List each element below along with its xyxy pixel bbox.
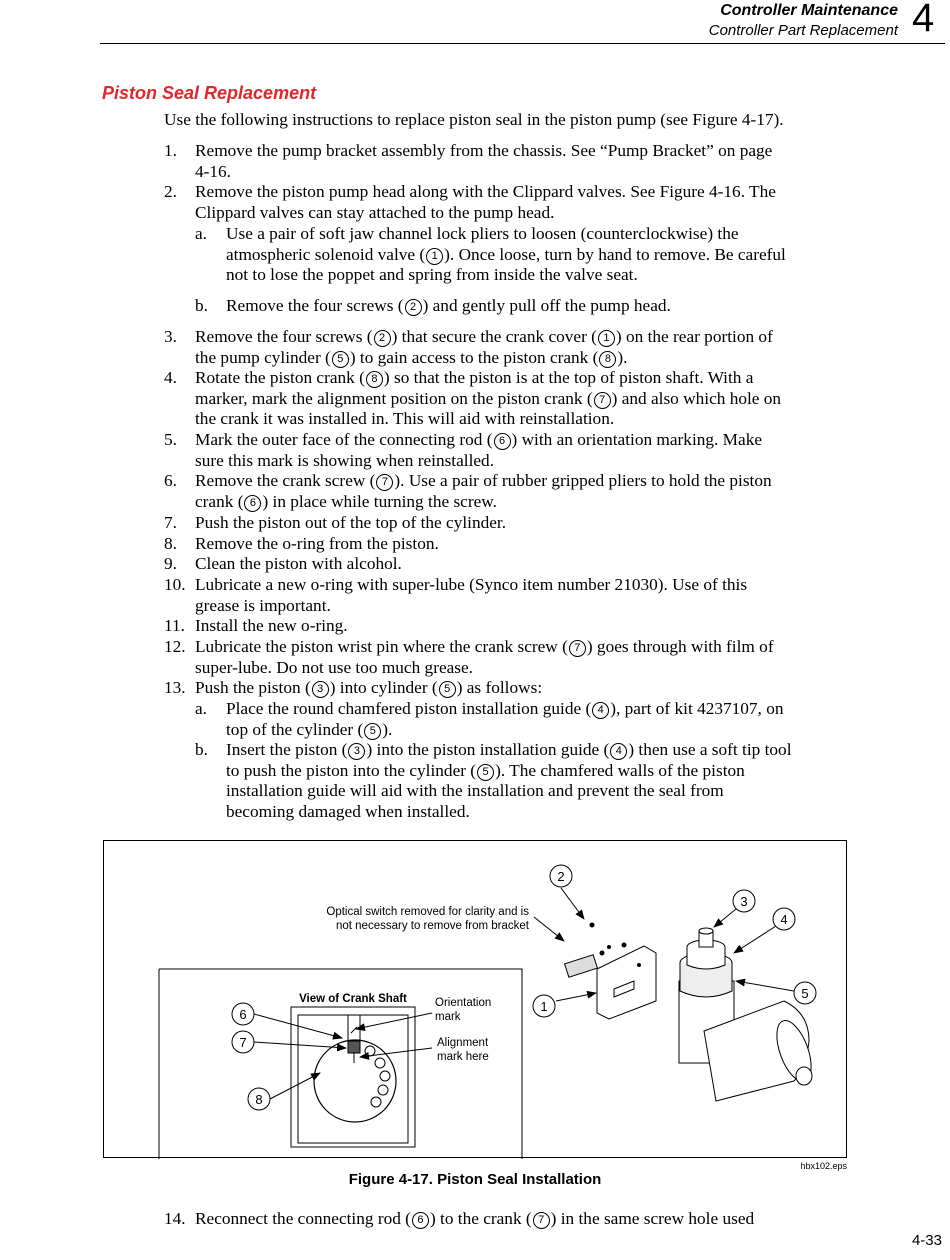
callout-marker: 7: [594, 392, 611, 409]
screw: [637, 963, 641, 967]
orientation-mark: [351, 1027, 357, 1033]
callout-marker: 8: [599, 351, 616, 368]
svg-text:6: 6: [239, 1007, 247, 1022]
orientation-label-2: mark: [435, 1011, 461, 1023]
step-text: Lubricate the piston wrist pin where the crank screw ( 7 ) goes through with film of super-lube. Do not use too much grease.: [195, 637, 774, 677]
page-number: 4-33: [911, 1232, 942, 1249]
step-number: 4.: [164, 368, 177, 387]
step-number: 8.: [164, 534, 177, 553]
step-text: Reconnect the connecting rod ( 6 ) to the crank ( 7 ) in the same screw hole used: [195, 1209, 755, 1228]
figure-illustration: [104, 841, 848, 1159]
callout-marker: 5: [439, 681, 456, 698]
step-text: Clean the piston with alcohol.: [195, 554, 402, 573]
substep-text: Remove the four screws ( 2 ) and gently pull off the pump head.: [226, 296, 671, 315]
step-text: Remove the pump bracket assembly from the chassis. See “Pump Bracket” on page 4-16.: [195, 141, 773, 181]
step-number: 12.: [164, 637, 186, 656]
crank-screw-head: [348, 1041, 360, 1053]
step-text: Remove the piston pump head along with the Clippard valves. See Figure 4-16. The Clippard valves can stay attached to the pump head.: [195, 182, 776, 222]
header-rule: [100, 43, 945, 44]
callout-marker: 6: [244, 495, 261, 512]
callout-marker: 5: [332, 351, 349, 368]
step-text: Push the piston out of the top of the cylinder.: [195, 513, 507, 532]
section-subtitle: Controller Part Replacement: [708, 22, 898, 39]
callout-8: [248, 1088, 270, 1110]
callout-marker: 6: [494, 433, 511, 450]
step-number: 6.: [164, 471, 177, 490]
step-number: 1.: [164, 141, 177, 160]
pump-bracket: [597, 946, 656, 1019]
screw: [607, 945, 611, 949]
callout-marker: 1: [598, 330, 615, 347]
crank-hole: [380, 1071, 390, 1081]
step-number: 3.: [164, 327, 177, 346]
orientation-label-1: Orientation: [435, 997, 492, 1009]
callout-1: [533, 995, 555, 1017]
callout-marker: 2: [405, 299, 422, 316]
callout-marker: 7: [533, 1212, 550, 1229]
leader-line: [534, 917, 564, 941]
crank-hole: [365, 1046, 375, 1056]
callout-marker: 5: [477, 764, 494, 781]
callout-marker: 7: [376, 474, 393, 491]
substep-letter: b.: [195, 740, 208, 759]
substep-text: Place the round chamfered piston installation guide ( 4 ), part of kit 4237107, on top of the cylinder ( 5 ).: [226, 699, 784, 739]
callout-marker: 3: [348, 743, 365, 760]
chapter-number: 4: [912, 0, 935, 40]
substep-text: Use a pair of soft jaw channel lock pliers to loosen (counterclockwise) the atmospheric solenoid valve ( 1 ). Once loose, turn by hand to remove. Be careful not to lose the poppet and spring from inside the valve seat.: [226, 224, 786, 285]
figure-caption: Figure 4-17. Piston Seal Installation: [348, 1171, 602, 1188]
step-text: Remove the four screws ( 2 ) that secure the crank cover ( 1 ) on the rear portion of the pump cylinder ( 5 ) to gain access to the piston crank ( 8 ).: [195, 327, 773, 367]
svg-text:8: 8: [255, 1092, 263, 1107]
chapter-title: Controller Maintenance: [720, 2, 898, 19]
leader-line: [556, 993, 596, 1001]
callout-4: [773, 908, 795, 930]
step-text: Remove the o-ring from the piston.: [195, 534, 439, 553]
step-number: 9.: [164, 554, 177, 573]
section-heading: Piston Seal Replacement: [102, 83, 317, 103]
callout-marker: 3: [312, 681, 329, 698]
svg-text:2: 2: [557, 869, 565, 884]
step-text: Lubricate a new o-ring with super-lube (Synco item number 21030). Use of this grease is important.: [195, 575, 748, 615]
step-number: 14.: [164, 1209, 186, 1228]
callout-6: [232, 1003, 254, 1025]
step-number: 13.: [164, 678, 186, 697]
step-number: 7.: [164, 513, 177, 532]
alignment-label-2: mark here: [437, 1051, 489, 1063]
alignment-label-1: Alignment: [437, 1037, 489, 1049]
step-text: Rotate the piston crank ( 8 ) so that the piston is at the top of piston shaft. With a marker, mark the alignment position on the piston crank ( 7 ) and also which hole on the crank it was installed in. This will aid with reinstallation.: [195, 368, 782, 429]
callout-marker: 4: [610, 743, 627, 760]
screw: [622, 943, 627, 948]
svg-text:3: 3: [740, 894, 748, 909]
step-text: Install the new o-ring.: [195, 616, 348, 635]
optical-switch-bracket: [565, 955, 598, 978]
callout-5: [794, 982, 816, 1004]
note-line-2: not necessary to remove from bracket: [335, 920, 529, 932]
piston-top: [699, 928, 713, 934]
callout-marker: 5: [364, 723, 381, 740]
inset-title: View of Crank Shaft: [299, 993, 407, 1005]
substep-letter: b.: [195, 296, 208, 315]
callout-marker: 8: [366, 371, 383, 388]
callout-marker: 6: [412, 1212, 429, 1229]
substep-letter: a.: [195, 699, 207, 718]
intro-paragraph: Use the following instructions to replace piston seal in the piston pump (see Figure 4-17).: [164, 110, 784, 129]
step-number: 10.: [164, 575, 186, 594]
figure-piston-seal-installation: [103, 840, 847, 1158]
leader-line: [736, 981, 794, 991]
crank-hole: [371, 1097, 381, 1107]
callout-marker: 1: [426, 248, 443, 265]
leader-line: [254, 1042, 346, 1048]
svg-text:1: 1: [540, 999, 548, 1014]
note-line-1: Optical switch removed for clarity and is: [326, 906, 529, 918]
screw: [600, 951, 605, 956]
crank-hole: [375, 1058, 385, 1068]
motor-shaft: [796, 1067, 812, 1085]
crank-hole: [378, 1085, 388, 1095]
step-text: Push the piston ( 3 ) into cylinder ( 5 ) as follows:: [195, 678, 543, 697]
callout-marker: 2: [374, 330, 391, 347]
callout-2: [550, 865, 572, 887]
step-number: 5.: [164, 430, 177, 449]
callout-3: [733, 890, 755, 912]
step-number: 11.: [164, 616, 185, 635]
leader-line: [714, 909, 736, 927]
callout-marker: 4: [592, 702, 609, 719]
figure-file-id: hbx102.eps: [800, 1161, 847, 1171]
guide-body: [687, 947, 725, 969]
leader-line: [270, 1073, 320, 1099]
screw: [590, 923, 595, 928]
callout-marker: 7: [569, 640, 586, 657]
substep-text: Insert the piston ( 3 ) into the piston installation guide ( 4 ) then use a soft tip tool to push the piston into the cylinder ( 5 ). The chamfered walls of the piston installation guide will aid with the installation and prevent the seal from becoming damaged when installed.: [226, 740, 792, 821]
callout-7: [232, 1031, 254, 1053]
leader-line: [561, 888, 584, 919]
leader-line: [734, 926, 776, 953]
svg-text:5: 5: [801, 986, 809, 1001]
svg-text:7: 7: [239, 1035, 247, 1050]
step-text: Remove the crank screw ( 7 ). Use a pair of rubber gripped pliers to hold the piston crank ( 6 ) in place while turning the screw.: [195, 471, 772, 511]
step-number: 2.: [164, 182, 177, 201]
substep-letter: a.: [195, 224, 207, 243]
svg-text:4: 4: [780, 912, 788, 927]
step-text: Mark the outer face of the connecting rod ( 6 ) with an orientation marking. Make sure this mark is showing when reinstalled.: [195, 430, 763, 470]
